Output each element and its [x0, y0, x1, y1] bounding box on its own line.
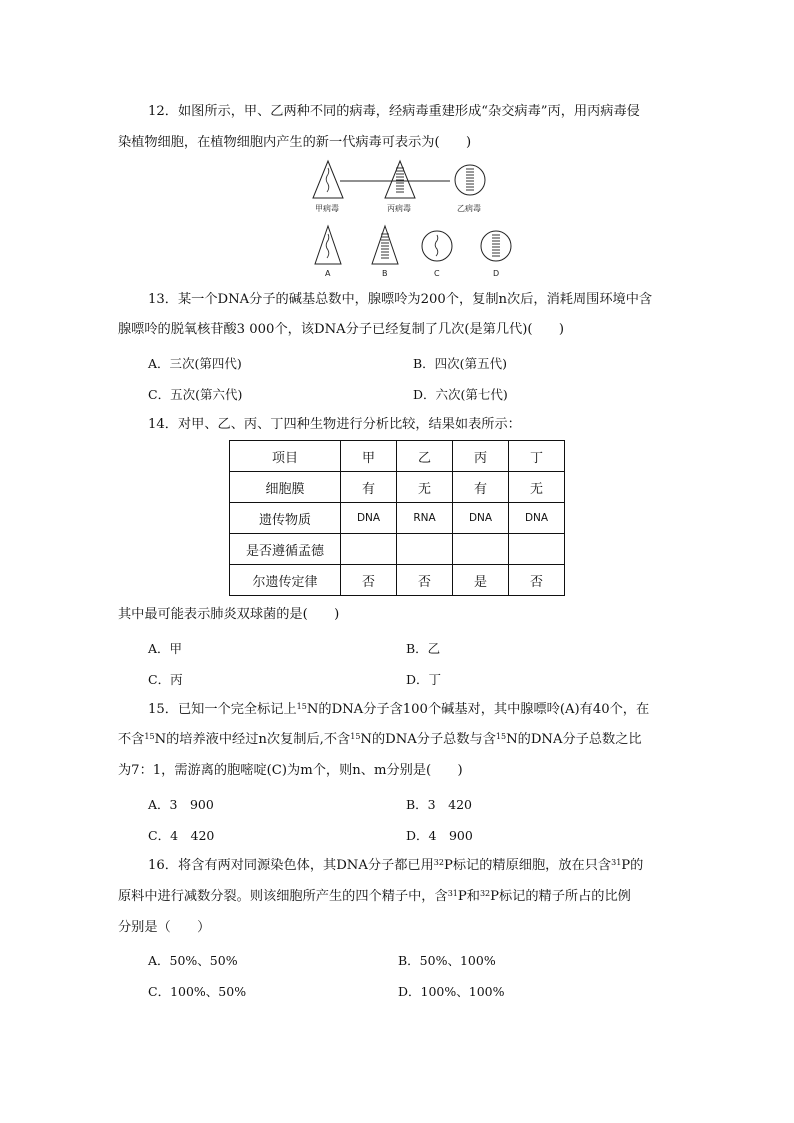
- table-cell: 否: [509, 565, 565, 596]
- table-cell: [397, 534, 453, 565]
- option-a-shape: [315, 226, 341, 264]
- q15-option-a: A．3 900: [148, 797, 214, 812]
- table-header-row: [230, 441, 565, 472]
- table-header-cell: 乙: [397, 441, 453, 472]
- table-cell: [453, 534, 509, 565]
- q16-line1: 16．将含有两对同源染色体，其DNA分子都已用$^{32}$P标记的精原细胞，放在只含$^{31}$P的: [148, 858, 644, 873]
- table-cell: 无: [397, 472, 453, 503]
- table-cell: 细胞膜: [230, 472, 341, 503]
- q16-option-d: D．100%、100%: [398, 984, 505, 999]
- q15-line3: 为7：1，需游离的胞嘧啶(C)为m个，则n、m分别是( ): [118, 763, 463, 778]
- label-a: A: [325, 269, 331, 278]
- q15-option-b: B．3 420: [406, 797, 472, 812]
- label-jia: 甲病毒: [315, 204, 339, 213]
- table-cell: 尔遗传定律: [230, 565, 341, 596]
- table-header-cell: 丙: [453, 441, 509, 472]
- table-cell: RNA: [397, 503, 453, 534]
- q14-option-a: A．甲: [148, 641, 183, 656]
- table-cell: [509, 534, 565, 565]
- q16-option-a: A．50%、50%: [148, 953, 238, 968]
- q15-option-c: C．4 420: [148, 828, 215, 843]
- table-cell: 是否遵循孟德: [230, 534, 341, 565]
- table-header-cell: 丁: [509, 441, 565, 472]
- q16-line3: 分别是（ ）: [118, 920, 211, 935]
- q14-line2: 其中最可能表示肺炎双球菌的是( ): [118, 607, 340, 622]
- table-cell: DNA: [509, 503, 565, 534]
- q15-line2: 不含$^{15}$N的培养液中经过n次复制后,不含$^{15}$N的DNA分子总数与含$^{15}$N的DNA分子总数之比: [118, 732, 642, 747]
- table-cell: 有: [453, 472, 509, 503]
- table-row: [230, 472, 565, 503]
- table-header-cell: 甲: [341, 441, 397, 472]
- q14-option-d: D．丁: [406, 672, 442, 687]
- q15-option-d: D．4 900: [406, 828, 473, 843]
- q13-line1: 13．某一个DNA分子的碱基总数中，腺嘌呤为200个，复制n次后，消耗周围环境中含: [148, 292, 653, 307]
- q16-option-b: B．50%、100%: [398, 953, 496, 968]
- q15-line1: 15．已知一个完全标记上$^{15}$N的DNA分子含100个碱基对，其中腺嘌呤(A)有40个，在: [148, 702, 650, 717]
- table-cell: 有: [341, 472, 397, 503]
- table-row: [230, 534, 565, 565]
- table-cell: 无: [509, 472, 565, 503]
- q13-option-a: A．三次(第四代): [148, 356, 242, 371]
- table-cell: 否: [397, 565, 453, 596]
- label-yi: 乙病毒: [457, 204, 481, 213]
- table-cell: 是: [453, 565, 509, 596]
- q13-line2: 腺嘌呤的脱氧核苷酸3 000个，该DNA分子已经复制了几次(是第几代)( ): [118, 322, 565, 337]
- q12-line1: 12．如图所示，甲、乙两种不同的病毒，经病毒重建形成“杂交病毒”丙，用丙病毒侵: [148, 104, 640, 119]
- table-header-cell: 项目: [230, 441, 341, 472]
- q16-line2: 原料中进行减数分裂。则该细胞所产生的四个精子中，含$^{31}$P和$^{32}$P标记的精子所占的比例: [118, 889, 631, 904]
- q13-option-c: C．五次(第六代): [148, 387, 243, 402]
- label-c: C: [434, 269, 440, 278]
- label-b: B: [382, 269, 388, 278]
- table-cell: 遗传物质: [230, 503, 341, 534]
- table-cell: DNA: [341, 503, 397, 534]
- table-cell: DNA: [453, 503, 509, 534]
- q14-option-b: B．乙: [406, 641, 441, 656]
- label-d: D: [493, 269, 500, 278]
- table-row: [230, 565, 565, 596]
- q12-line2: 染植物细胞，在植物细胞内产生的新一代病毒可表示为( ): [118, 135, 472, 150]
- comparison-table: [229, 440, 565, 596]
- table-cell: 否: [341, 565, 397, 596]
- virus-jia-shape: [313, 161, 343, 198]
- q14-option-c: C．丙: [148, 672, 183, 687]
- label-bing: 丙病毒: [387, 204, 411, 213]
- q16-option-c: C．100%、50%: [148, 984, 247, 999]
- table-cell: [341, 534, 397, 565]
- q13-option-d: D．六次(第七代): [413, 387, 508, 402]
- q14-line1: 14．对甲、乙、丙、丁四种生物进行分析比较，结果如表所示：: [148, 417, 521, 432]
- table-row: [230, 503, 565, 534]
- q13-option-b: B．四次(第五代): [413, 356, 507, 371]
- virus-figure: [300, 158, 520, 278]
